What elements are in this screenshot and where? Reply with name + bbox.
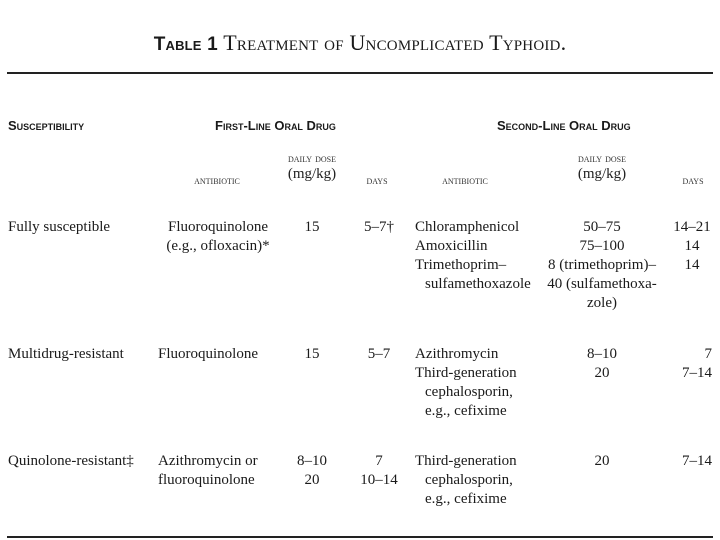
second-antibiotic-line: Azithromycin (415, 346, 499, 362)
top-rule (7, 72, 713, 74)
row-multidrug-resistant-first-antibiotic: Fluoroquinolone (158, 346, 258, 362)
second-dose-line: 8–10 (587, 346, 617, 362)
row-quinolone-resistant-second-antibiotic (415, 452, 517, 509)
row-fully-susceptible-first-days: 5–7† (364, 219, 394, 235)
first-dose-line: 20 (304, 472, 320, 488)
header-susceptibility: Susceptibility (8, 118, 85, 133)
second-dose-line: 20 (594, 365, 610, 381)
row-quinolone-resistant-label: Quinolone-resistant‡ (8, 453, 134, 469)
second-days-line: 14–21 (673, 219, 711, 235)
first-days-line: 7 (375, 453, 383, 469)
subheader-second-antibiotic: antibiotic (442, 173, 488, 187)
first-antibiotic-line: (e.g., ofloxacin)* (166, 238, 270, 254)
second-dose-line: 75–100 (579, 238, 625, 254)
row-fully-susceptible-label: Fully susceptible (8, 219, 111, 235)
table-title-text: Treatment of Uncomplicated Typhoid. (223, 30, 567, 55)
second-antibiotic-line: Third-generation (415, 453, 517, 469)
second-antibiotic-line: e.g., cefixime (425, 491, 507, 507)
second-days-line: 14 (684, 257, 700, 273)
first-antibiotic-line: Fluoroquinolone (168, 219, 268, 235)
subheader-second-daily-dose-label: daily dose (578, 151, 626, 165)
first-antibiotic-line: fluoroquinolone (158, 472, 255, 488)
second-dose-line: zole) (587, 295, 617, 311)
row-multidrug-resistant-first-days: 5–7 (367, 346, 391, 362)
second-dose-line: 8 (trimethoprim)– (548, 257, 656, 273)
second-antibiotic-line: Trimethoprim– (415, 257, 507, 273)
second-antibiotic-line: cephalosporin, (425, 384, 513, 400)
table-title (0, 30, 720, 56)
row-multidrug-resistant-label: Multidrug-resistant (8, 346, 124, 362)
second-antibiotic-line: Chloramphenicol (415, 219, 520, 235)
second-dose-line: 50–75 (583, 219, 621, 235)
header-first-line: First-Line Oral Drug (215, 118, 336, 133)
bottom-rule (7, 536, 713, 538)
second-days-line: 14 (684, 238, 700, 254)
row-fully-susceptible-second-dose (540, 218, 664, 313)
subheader-first-daily-dose-label: daily dose (288, 151, 336, 165)
header-second-line: Second-Line Oral Drug (497, 118, 631, 133)
second-days-line: 7 (704, 346, 712, 362)
row-fully-susceptible-second-antibiotic (415, 218, 531, 294)
row-quinolone-resistant-second-days: 7–14 (682, 453, 712, 469)
second-days-line: 7–14 (682, 365, 712, 381)
row-fully-susceptible-first-antibiotic (148, 218, 288, 256)
subheader-first-days: days (366, 173, 388, 187)
second-antibiotic-line: e.g., cefixime (425, 403, 507, 419)
table-title-lead: Table 1 (153, 34, 218, 55)
subheader-second-days: days (682, 173, 704, 187)
row-quinolone-resistant-second-dose: 20 (594, 453, 610, 469)
row-quinolone-resistant-first-antibiotic (158, 452, 258, 490)
first-days-line: 10–14 (360, 472, 398, 488)
second-antibiotic-line: sulfamethoxazole (425, 276, 531, 292)
second-antibiotic-line: cephalosporin, (425, 472, 513, 488)
subheader-second-dose-unit: (mg/kg) (577, 166, 627, 182)
row-multidrug-resistant-second-dose (560, 345, 644, 383)
subheader-first-dose-unit: (mg/kg) (287, 166, 337, 182)
first-dose-line: 8–10 (297, 453, 327, 469)
subheader-second-daily-dose (562, 150, 642, 182)
row-multidrug-resistant-second-days (660, 345, 712, 383)
subheader-first-antibiotic: antibiotic (194, 173, 240, 187)
first-antibiotic-line: Azithromycin or (158, 453, 258, 469)
second-antibiotic-line: Amoxicillin (415, 238, 488, 254)
second-dose-line: 40 (sulfamethoxa- (547, 276, 657, 292)
row-fully-susceptible-first-dose: 15 (304, 219, 320, 235)
row-multidrug-resistant-first-dose: 15 (304, 346, 320, 362)
row-multidrug-resistant-second-antibiotic (415, 345, 517, 421)
row-quinolone-resistant-first-dose (282, 452, 342, 490)
subheader-first-daily-dose (272, 150, 352, 182)
row-quinolone-resistant-first-days (350, 452, 408, 490)
row-fully-susceptible-second-days (666, 218, 718, 275)
second-antibiotic-line: Third-generation (415, 365, 517, 381)
